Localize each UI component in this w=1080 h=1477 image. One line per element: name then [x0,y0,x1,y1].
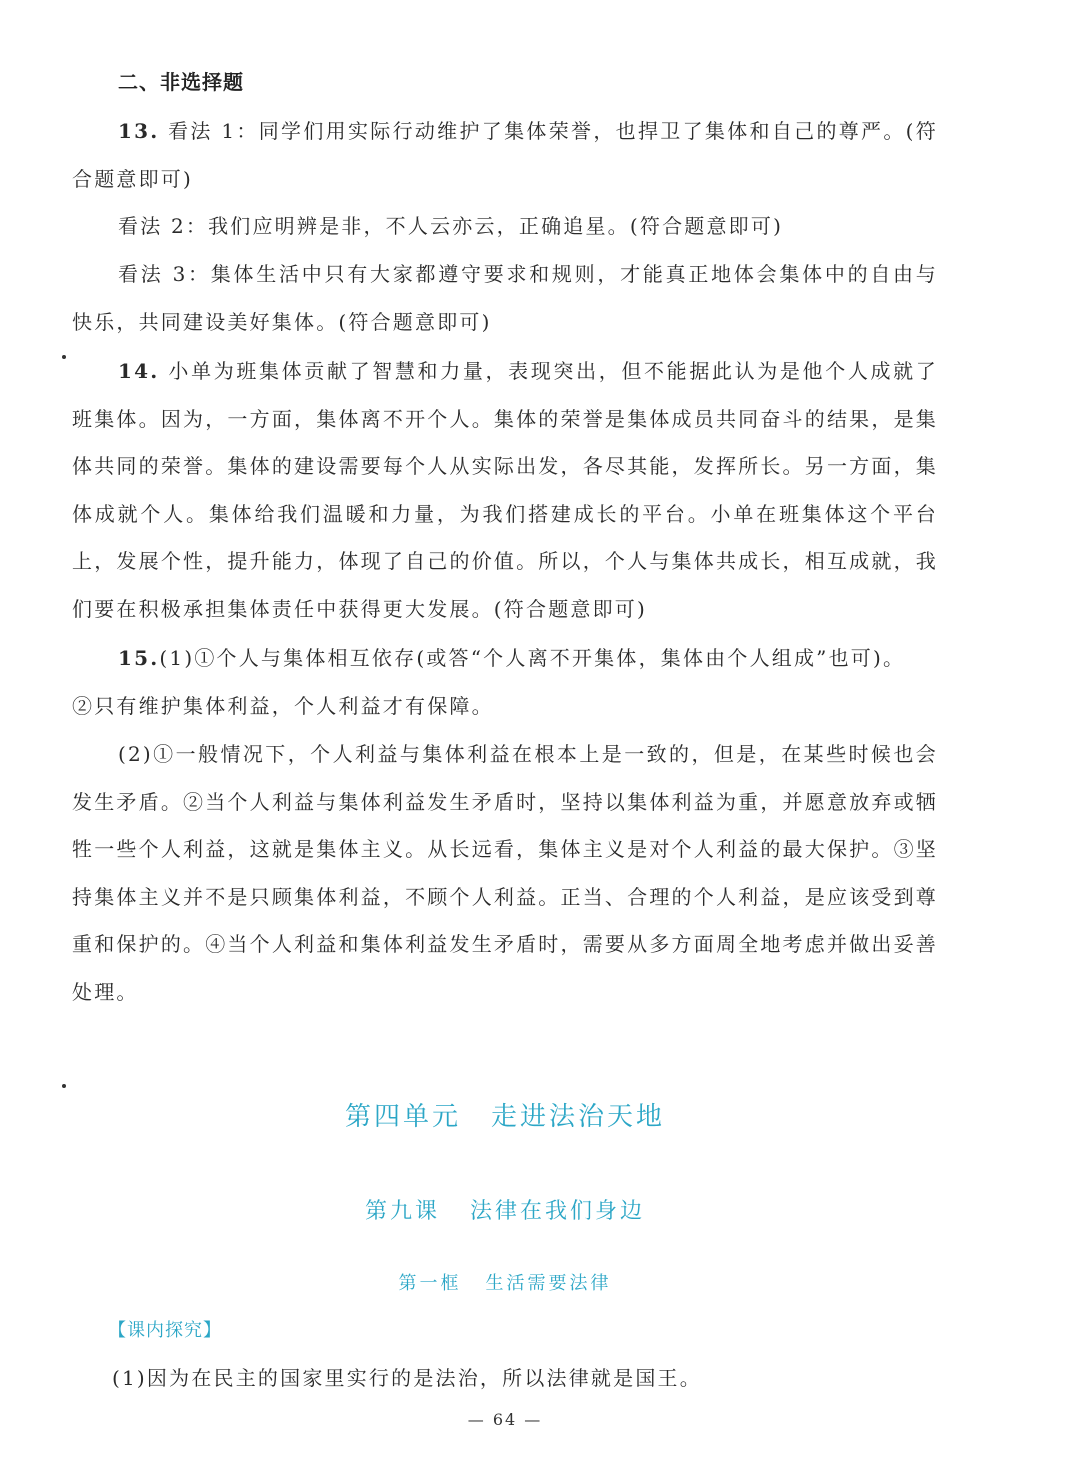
q14-text: 小单为班集体贡献了智慧和力量，表现突出，但不能据此认为是他个人成就了班集体。因为，一方面，集体离不开个人。集体的荣誉是集体成员共同奋斗的结果，是集体共同的荣誉。集体的建设需要每个人从实际出发，各尽其能，发挥所长。另一方面，集体成就个人。集体给我们温暖和力量，为我们搭建成长的平台。小单在班集体这个平台上，发展个性，提升能力，体现了自己的价值。所以，个人与集体共成长，相互成就，我们要在积极承担集体责任中获得更大发展。(符合题意即可) [72,359,938,621]
q14-answer [72,348,938,633]
q15-part1b: ②只有维护集体利益，个人利益才有保障。 [72,694,494,718]
q13-number: 13. [118,119,160,143]
unit-label: 第四单元 [344,1102,461,1132]
unit-name: 走进法治天地 [491,1102,666,1132]
lesson-name: 法律在我们身边 [470,1199,646,1224]
q15-part2: (2)①一般情况下，个人利益与集体利益在根本上是一致的，但是，在某些时候也会发生矛盾。②当个人利益与集体利益发生矛盾时，坚持以集体利益为重，并愿意放弃或牺牲一些个人利益，这就是集体主义。从长远看，集体主义是对个人利益的最大保护。③坚持集体主义并不是只顾集体利益，不顾个人利益。正当、合理的个人利益，是应该受到尊重和保护的。④当个人利益和集体利益发生矛盾时，需要从多方面周全地考虑并做出妥善处理。 [72,742,938,1004]
q15-part1 [72,635,938,683]
inclass-tag: 【课内探究】 [108,1320,222,1341]
frame-heading [0,1269,1010,1295]
lesson-heading [0,1194,1010,1225]
inclass-item1: (1)因为在民主的国家里实行的是法治，所以法律就是国王。 [112,1366,702,1390]
q13-view1-text: 看法 1：同学们用实际行动维护了集体荣誉，也捍卫了集体和自己的尊严。(符合题意即可) [72,119,938,191]
q15-part1-text: (1)①个人与集体相互依存(或答“个人离不开集体，集体由个人组成”也可)。 [159,646,906,670]
scan-speck [62,355,66,359]
q13-view1 [72,108,938,203]
q13-view2: 看法 2：我们应明辨是非，不人云亦云，正确追星。(符合题意即可) [118,214,784,238]
q15-number: 15. [118,646,160,670]
frame-label: 第一框 [398,1273,462,1294]
page-number: — 64 — [467,1410,543,1429]
frame-name: 生活需要法律 [485,1273,612,1294]
unit-heading [0,1096,1010,1133]
lesson-label: 第九课 [364,1199,440,1224]
q14-number: 14. [118,359,160,383]
scan-speck [62,1084,66,1088]
section-title: 二、非选择题 [118,70,244,94]
q13-view3: 看法 3：集体生活中只有大家都遵守要求和规则，才能真正地体会集体中的自由与快乐，共同建设美好集体。(符合题意即可) [72,262,938,334]
